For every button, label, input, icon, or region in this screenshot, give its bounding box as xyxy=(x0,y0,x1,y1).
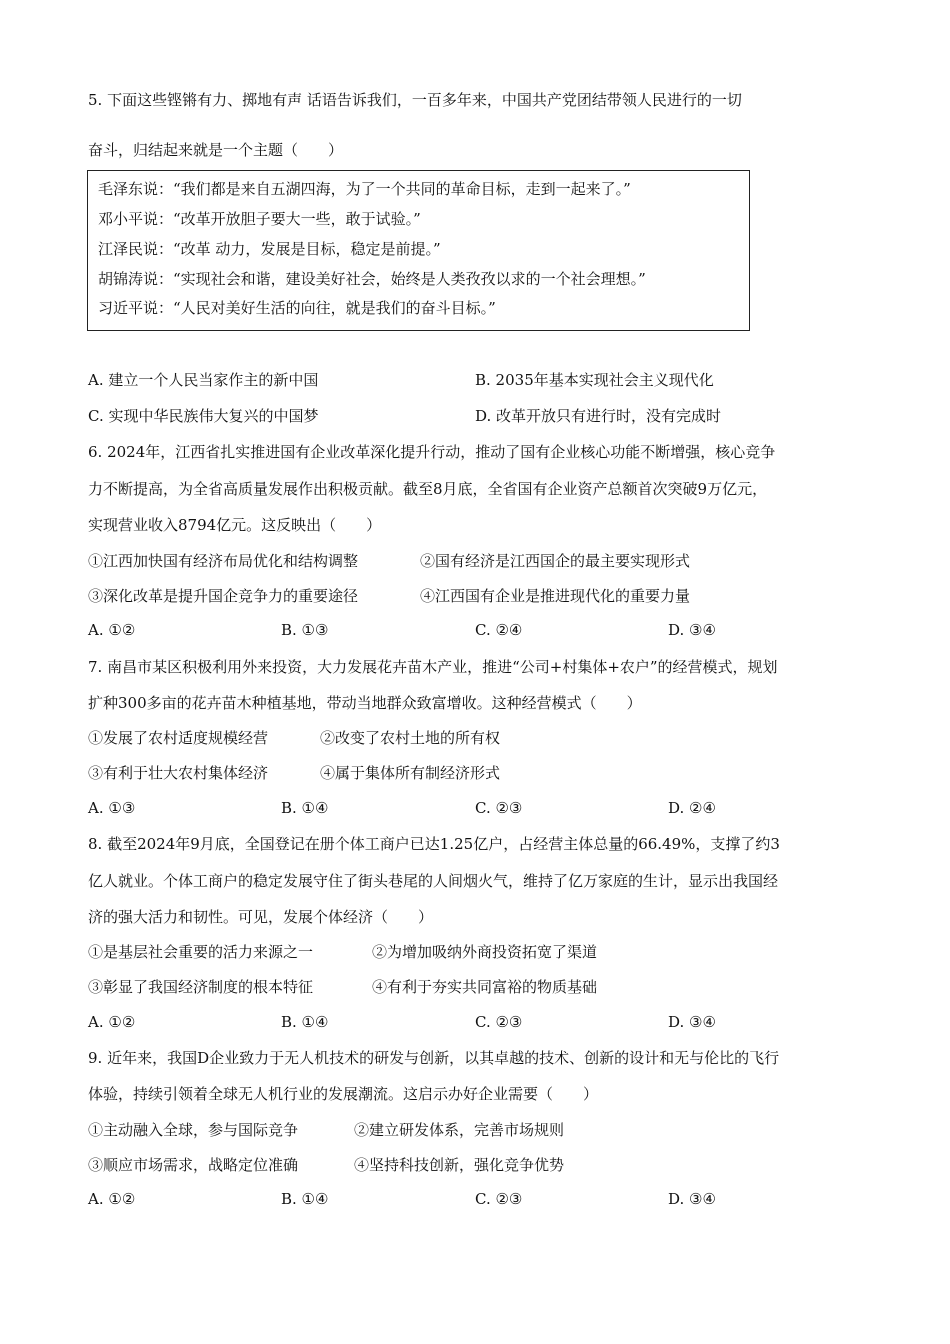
q5-option-a[interactable]: A. 建立一个人民当家作主的新中国 xyxy=(88,371,319,389)
quote-deng: 邓小平说：“改革开放胆子要大一些，敢于试验。” xyxy=(98,210,421,228)
q9-statement-3: ③顺应市场需求，战略定位准确 xyxy=(88,1156,299,1174)
q6-statement-1: ①江西加快国有经济布局优化和结构调整 xyxy=(88,552,359,570)
quote-xi: 习近平说：“人民对美好生活的向往，就是我们的奋斗目标。” xyxy=(98,299,496,317)
q6-option-d[interactable]: D. ③④ xyxy=(668,621,716,639)
q7-statement-1: ①发展了农村适度规模经营 xyxy=(88,729,269,747)
q5-stem-line2: 奋斗，归结起来就是一个主题（ ） xyxy=(88,141,344,159)
q8-statement-2: ②为增加吸纳外商投资拓宽了渠道 xyxy=(372,943,598,961)
quote-hu: 胡锦涛说：“实现社会和谐，建设美好社会，始终是人类孜孜以求的一个社会理想。” xyxy=(98,270,646,288)
q7-option-b[interactable]: B. ①④ xyxy=(281,799,329,817)
q5-option-c[interactable]: C. 实现中华民族伟大复兴的中国梦 xyxy=(88,407,319,425)
q9-option-d[interactable]: D. ③④ xyxy=(668,1190,716,1208)
q7-statement-3: ③有利于壮大农村集体经济 xyxy=(88,764,269,782)
q8-option-d[interactable]: D. ③④ xyxy=(668,1013,716,1031)
q8-statement-4: ④有利于夯实共同富裕的物质基础 xyxy=(372,978,598,996)
q6-statement-2: ②国有经济是江西国企的最主要实现形式 xyxy=(420,552,691,570)
q8-stem-line3: 济的强大活力和韧性。可见，发展个体经济（ ） xyxy=(88,908,434,926)
q8-option-b[interactable]: B. ①④ xyxy=(281,1013,329,1031)
quote-mao: 毛泽东说：“我们都是来自五湖四海，为了一个共同的革命目标，走到一起来了。” xyxy=(98,180,631,198)
q5-quote-box xyxy=(87,170,750,331)
q9-stem-line2: 体验，持续引领着全球无人机行业的发展潮流。这启示办好企业需要（ ） xyxy=(88,1085,599,1103)
q5-option-d[interactable]: D. 改革开放只有进行时，没有完成时 xyxy=(475,407,722,425)
q6-option-c[interactable]: C. ②④ xyxy=(475,621,523,639)
q5-option-b[interactable]: B. 2035年基本实现社会主义现代化 xyxy=(475,371,714,389)
q6-option-a[interactable]: A. ①② xyxy=(88,621,136,639)
q9-option-b[interactable]: B. ①④ xyxy=(281,1190,329,1208)
q7-stem-line2: 扩种300多亩的花卉苗木种植基地，带动当地群众致富增收。这种经营模式（ ） xyxy=(88,694,642,712)
q5-stem-line1: 5. 下面这些铿锵有力、掷地有声 话语告诉我们，一百多年来，中国共产党团结带领人民进行的一切 xyxy=(88,91,742,109)
q6-option-b[interactable]: B. ①③ xyxy=(281,621,329,639)
q7-stem-line1: 7. 南昌市某区积极利用外来投资，大力发展花卉苗木产业，推进“公司+村集体+农户”的经营模式，规划 xyxy=(88,658,778,676)
q8-option-c[interactable]: C. ②③ xyxy=(475,1013,523,1031)
q6-statement-4: ④江西国有企业是推进现代化的重要力量 xyxy=(420,587,691,605)
q8-stem-line2: 亿人就业。个体工商户的稳定发展守住了街头巷尾的人间烟火气，维持了亿万家庭的生计，显示出我国经 xyxy=(88,872,779,890)
quote-jiang: 江泽民说：“改革 动力，发展是目标，稳定是前提。” xyxy=(98,240,441,258)
q9-option-c[interactable]: C. ②③ xyxy=(475,1190,523,1208)
q6-stem-line2: 力不断提高，为全省高质量发展作出积极贡献。截至8月底，全省国有企业资产总额首次突破9万亿元， xyxy=(88,480,768,498)
q9-option-a[interactable]: A. ①② xyxy=(88,1190,136,1208)
q9-statement-4: ④坚持科技创新，强化竞争优势 xyxy=(354,1156,565,1174)
q6-stem-line1: 6. 2024年，江西省扎实推进国有企业改革深化提升行动，推动了国有企业核心功能不断增强，核心竞争 xyxy=(88,443,776,461)
q6-statement-3: ③深化改革是提升国企竞争力的重要途径 xyxy=(88,587,359,605)
q8-option-a[interactable]: A. ①② xyxy=(88,1013,136,1031)
q7-option-a[interactable]: A. ①③ xyxy=(88,799,136,817)
q8-statement-1: ①是基层社会重要的活力来源之一 xyxy=(88,943,314,961)
q9-stem-line1: 9. 近年来，我国D企业致力于无人机技术的研发与创新，以其卓越的技术、创新的设计和无与伦比的飞行 xyxy=(88,1049,780,1067)
q6-stem-line3: 实现营业收入8794亿元。这反映出（ ） xyxy=(88,516,382,534)
q7-option-d[interactable]: D. ②④ xyxy=(668,799,716,817)
q8-stem-line1: 8. 截至2024年9月底，全国登记在册个体工商户已达1.25亿户，占经营主体总量的66.49%，支撑了约3 xyxy=(88,835,780,853)
q7-statement-4: ④属于集体所有制经济形式 xyxy=(320,764,501,782)
q8-statement-3: ③彰显了我国经济制度的根本特征 xyxy=(88,978,314,996)
q7-option-c[interactable]: C. ②③ xyxy=(475,799,523,817)
q9-statement-1: ①主动融入全球，参与国际竞争 xyxy=(88,1121,299,1139)
q9-statement-2: ②建立研发体系，完善市场规则 xyxy=(354,1121,565,1139)
q7-statement-2: ②改变了农村土地的所有权 xyxy=(320,729,501,747)
